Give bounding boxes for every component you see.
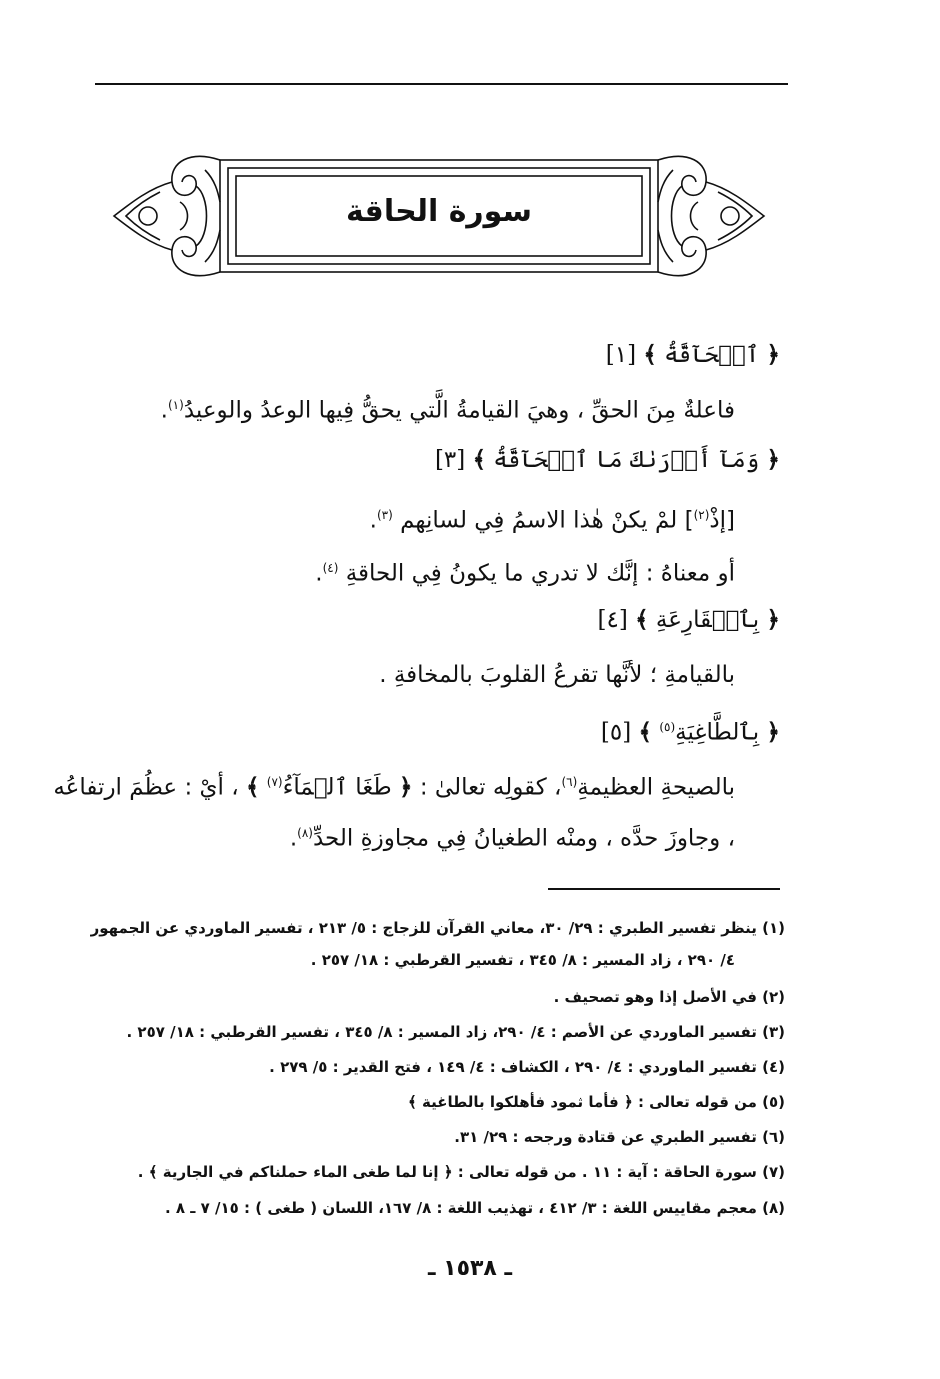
verse-text: بِٱلطَّاغِيَةِ (675, 719, 760, 746)
commentary-text: فاعلةٌ مِنَ الحقِّ ، وهيَ القيامةُ الَّتي يحقُّ فِيها الوعدُ والوعيدُ (183, 397, 735, 424)
footnote-ref: (٨) (297, 826, 313, 840)
verse-text: بِٱلۡقَارِعَةِ (655, 607, 760, 633)
punctuation: . (160, 397, 168, 424)
commentary-text: ] لمْ يكنْ هٰذا الاسمُ فِي لسانِهم (400, 507, 694, 534)
commentary-text: ، كقولِه تعالىٰ : (419, 774, 562, 801)
commentary-text: بالقيامةِ ؛ لأنَّها تقرعُ القلوبَ بالمخافةِ . (379, 662, 735, 688)
page-number: ـ ١٥٣٨ ـ (427, 1256, 513, 1281)
commentary-line-9 (53, 762, 735, 808)
commentary-line-10 (290, 813, 735, 859)
verse-number: [١] (605, 342, 637, 368)
verse-open-bracket: ﴿ (766, 718, 780, 746)
footnote-ref: (٧) (266, 775, 283, 789)
verse-open-bracket: ﴿ (766, 446, 780, 473)
footnote-ref: (٣) (376, 508, 393, 522)
surah-title-banner (110, 152, 768, 280)
footnote-3: (٣) تفسير الماوردي عن الأصم : ٤/ ٢٩٠، زاد المسير : ٨/ ٣٤٥ ، تفسير القرطبي : ١٨/ ٢٥٧ . (126, 1023, 785, 1041)
verse-text: وَمَآ أَدۡرَىٰكَ مَا ٱلۡحَآقَّةُ (493, 447, 760, 473)
footnote-1: (١) ينظر تفسير الطبري : ٢٩/ ٣٠، معاني القرآن للزجاج : ٥/ ٢١٣ ، تفسير الماوردي عن الجمهور (90, 919, 785, 937)
verse-close-bracket: ﴾ (245, 774, 260, 801)
verse-close-bracket: ﴾ (635, 606, 649, 633)
commentary-text: أو معناهُ : إنَّك لا تدري ما يكونُ فِي الحاقةِ (345, 560, 735, 587)
punctuation: . (289, 825, 298, 852)
footnote-ref: (٤) (322, 561, 339, 575)
punctuation: . (315, 560, 323, 587)
commentary-line-2 (161, 385, 735, 431)
verse-line-6 (597, 600, 780, 640)
footnote-ref: (١) (167, 398, 184, 412)
verse-open-bracket: ﴿ (766, 606, 780, 633)
verse-number: [٤] (597, 607, 628, 633)
footnote-4: (٤) تفسير الماوردي : ٤/ ٢٩٠ ، الكشاف : ٤/ ١٤٩ ، فتح القدير : ٥/ ٢٧٩ . (269, 1058, 785, 1076)
verse-line-1 (606, 335, 780, 375)
verse-text: طَغَا ٱلۡمَآءُ (282, 774, 392, 801)
footnote-6: (٦) تفسير الطبري عن قتادة ورجحه : ٢٩/ ٣١. (454, 1128, 785, 1146)
footnote-ref: (٦) (561, 775, 578, 789)
verse-close-bracket: ﴾ (472, 446, 487, 473)
commentary-text: ، أيْ : عظُمَ ارتفاعُه (53, 774, 239, 801)
verse-close-bracket: ﴾ (643, 341, 657, 368)
footnote-separator (548, 888, 780, 890)
header-rule (95, 83, 788, 85)
punctuation: . (369, 507, 377, 534)
footnote-7: (٧) سورة الحاقة : آية : ١١ . من قوله تعالى : ﴿ إنا لما طغى الماء حملناكم في الجارية ﴾ . (137, 1163, 785, 1181)
commentary-text: [إذْ (709, 507, 735, 534)
commentary-text: ، وجاوزَ حدَّه ، ومنْه الطغيانُ فِي مجاوزةِ الحدِّ (312, 825, 735, 852)
verse-line-3 (435, 440, 780, 480)
footnote-ref: (٥) (659, 720, 676, 734)
verse-line-8 (601, 707, 780, 753)
verse-text: ٱلۡحَآقَّةُ (664, 342, 760, 368)
commentary-text: بالصيحةِ العظيمةِ (577, 774, 735, 801)
verse-close-bracket: ﴾ (638, 718, 652, 746)
verse-number: [٣] (434, 447, 466, 473)
verse-open-bracket: ﴿ (766, 341, 780, 368)
commentary-line-7 (379, 655, 735, 695)
footnote-1-continued: ٤/ ٢٩٠ ، زاد المسير : ٨/ ٣٤٥ ، تفسير القرطبي : ١٨/ ٢٥٧ . (310, 951, 735, 969)
footnote-5: (٥) من قوله تعالى : ﴿ فأما ثمود فأهلكوا بالطاغية ﴾ (408, 1093, 785, 1111)
commentary-line-4 (370, 495, 735, 541)
verse-number: [٥] (600, 719, 632, 746)
footnote-ref: (٢) (693, 508, 710, 522)
footnote-2: (٢) في الأصل إذا وهو تصحيف . (553, 988, 785, 1006)
commentary-line-5 (315, 548, 735, 594)
surah-title: سورة الحاقة (345, 194, 532, 229)
footnote-8: (٨) معجم مقاييس اللغة : ٣/ ٤١٢ ، تهذيب اللغة : ٨/ ١٦٧، اللسان ( طغى ) : ١٥/ ٧ ـ ٨ . (164, 1199, 785, 1217)
verse-open-bracket: ﴿ (399, 774, 413, 801)
